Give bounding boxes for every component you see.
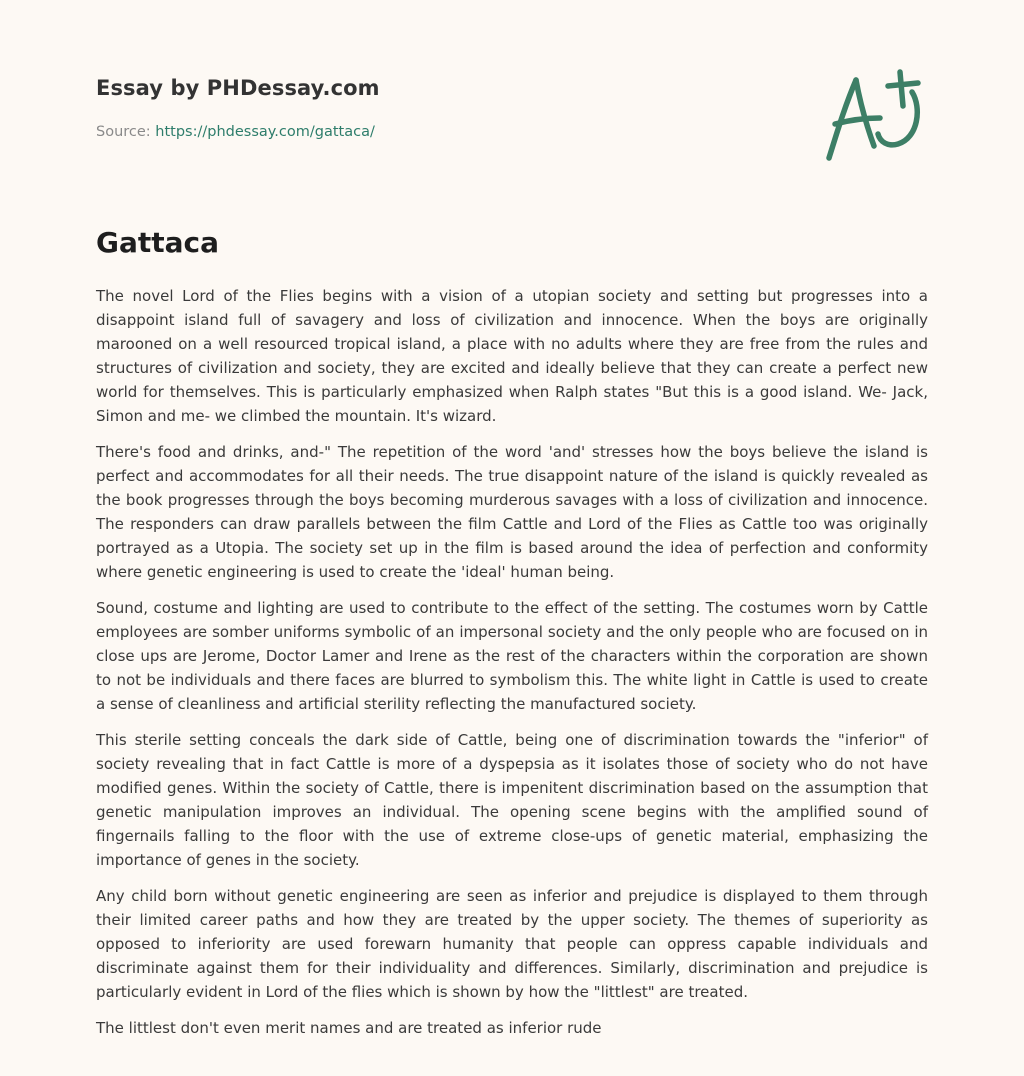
essay-paragraph: Any child born without genetic engineering are seen as inferior and prejudice is displayed to them through their limited career paths and how they are treated by the upper society. The themes of superiority as opposed to inferiority are used forewarn humanity that people can oppress capable individuals and discriminate against them for their individuality and differences. Similarly, discrimination and prejudice is particularly evident in Lord of the flies which is shown by how the "littlest" are treated. (96, 887, 928, 1001)
essay-title: Gattaca (96, 226, 220, 259)
a-plus-logo-icon (818, 66, 930, 166)
essay-paragraph: Sound, costume and lighting are used to contribute to the effect of the setting. The costumes worn by Cattle employees are somber uniforms symbolic of an impersonal society and the only people who are focused on in close ups are Jerome, Doctor Lamer and Irene as the rest of the characters within the corporation are shown to not be individuals and there faces are blurred to symbolism this. The white light in Cattle is used to create a sense of cleanliness and artificial sterility reflecting the manufactured society. (96, 599, 928, 713)
essay-body (96, 284, 928, 1052)
source-line (96, 124, 375, 140)
essay-paragraph: This sterile setting conceals the dark side of Cattle, being one of discrimination towards the "inferior" of society revealing that in fact Cattle is more of a dyspepsia as it isolates those of society who do not have modified genes. Within the society of Cattle, there is impenitent discrimination based on the assumption that genetic manipulation improves an individual. The opening scene begins with the amplified sound of fingernails falling to the floor with the use of extreme close-ups of genetic material, emphasizing the importance of genes in the society. (96, 731, 928, 869)
essay-paragraph: There's food and drinks, and-" The repetition of the word 'and' stresses how the boys believe the island is perfect and accommodates for all their needs. The true disappoint nature of the island is quickly revealed as the book progresses through the boys becoming murderous savages with a loss of civilization and innocence. The responders can draw parallels between the film Cattle and Lord of the Flies as Cattle too was originally portrayed as a Utopia. The society set up in the film is based around the idea of perfection and conformity where genetic engineering is used to create the 'ideal' human being. (96, 443, 928, 581)
source-link[interactable]: https://phdessay.com/gattaca/ (155, 124, 375, 140)
essay-paragraph: The littlest don't even merit names and are treated as inferior rude (96, 1019, 602, 1037)
essay-paragraph: The novel Lord of the Flies begins with a vision of a utopian society and setting but progresses into a disappoint island full of savagery and loss of civilization and innocence. When the boys are originally marooned on a well resourced tropical island, a place with no adults where they are free from the rules and structures of civilization and society, they are excited and ideally believe that they can create a perfect new world for themselves. This is particularly emphasized when Ralph states "But this is a good island. We- Jack, Simon and me- we climbed the mountain. It's wizard. (96, 287, 928, 425)
site-header-title: Essay by PHDessay.com (96, 76, 380, 100)
source-label: Source: (96, 124, 151, 140)
